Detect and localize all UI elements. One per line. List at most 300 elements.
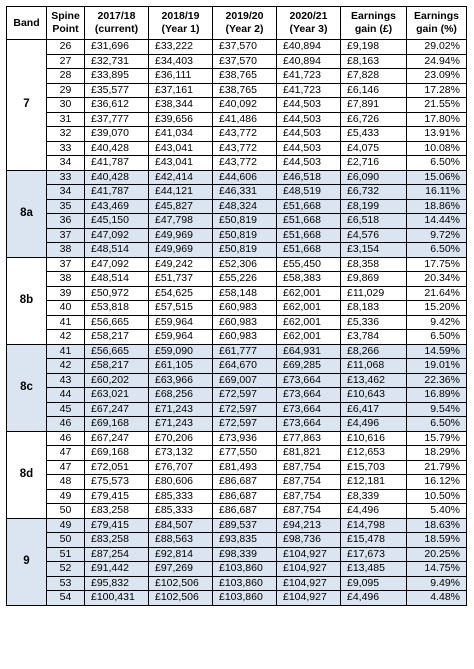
pay-scale-table — [6, 6, 467, 606]
cell-2018-19: £59,090 — [149, 344, 213, 359]
cell-2017-18: £100,431 — [85, 591, 149, 606]
table-row — [7, 257, 467, 272]
cell-2018-19: £44,121 — [149, 185, 213, 200]
cell-2018-19: £42,414 — [149, 170, 213, 185]
cell-spine-point: 49 — [47, 518, 85, 533]
cell-2018-19: £97,269 — [149, 562, 213, 577]
cell-spine-point: 37 — [47, 228, 85, 243]
cell-earnings-gain: £6,146 — [341, 83, 407, 98]
cell-spine-point: 27 — [47, 54, 85, 69]
cell-earnings-gain: £6,417 — [341, 402, 407, 417]
cell-earnings-gain: £5,433 — [341, 127, 407, 142]
cell-spine-point: 30 — [47, 98, 85, 113]
cell-2017-18: £95,832 — [85, 576, 149, 591]
cell-spine-point: 32 — [47, 127, 85, 142]
cell-spine-point: 40 — [47, 301, 85, 316]
cell-2017-18: £32,731 — [85, 54, 149, 69]
cell-earnings-gain: £4,576 — [341, 228, 407, 243]
cell-spine-point: 33 — [47, 141, 85, 156]
cell-earnings-gain-pct: 16.12% — [407, 475, 467, 490]
header-band: Band — [7, 7, 47, 40]
cell-earnings-gain: £3,154 — [341, 243, 407, 258]
cell-2019-20: £81,493 — [213, 460, 277, 475]
cell-2018-19: £47,798 — [149, 214, 213, 229]
table-row — [7, 54, 467, 69]
table-row — [7, 547, 467, 562]
cell-2020-21: £104,927 — [277, 562, 341, 577]
cell-2018-19: £92,814 — [149, 547, 213, 562]
cell-spine-point: 35 — [47, 199, 85, 214]
cell-2018-19: £34,403 — [149, 54, 213, 69]
cell-earnings-gain-pct: 23.09% — [407, 69, 467, 84]
cell-earnings-gain-pct: 9.42% — [407, 315, 467, 330]
cell-2017-18: £40,428 — [85, 141, 149, 156]
cell-spine-point: 42 — [47, 330, 85, 345]
cell-earnings-gain-pct: 9.72% — [407, 228, 467, 243]
cell-spine-point: 53 — [47, 576, 85, 591]
cell-spine-point: 46 — [47, 417, 85, 432]
table-row — [7, 98, 467, 113]
cell-earnings-gain: £6,090 — [341, 170, 407, 185]
table-row — [7, 199, 467, 214]
cell-2019-20: £64,670 — [213, 359, 277, 374]
cell-2019-20: £103,860 — [213, 562, 277, 577]
cell-earnings-gain-pct: 29.02% — [407, 40, 467, 55]
table-row — [7, 562, 467, 577]
cell-2019-20: £50,819 — [213, 243, 277, 258]
cell-2019-20: £44,606 — [213, 170, 277, 185]
cell-2020-21: £44,503 — [277, 112, 341, 127]
cell-earnings-gain-pct: 16.11% — [407, 185, 467, 200]
table-row — [7, 460, 467, 475]
cell-2018-19: £59,964 — [149, 315, 213, 330]
cell-2017-18: £35,577 — [85, 83, 149, 98]
cell-2018-19: £43,041 — [149, 141, 213, 156]
cell-2020-21: £104,927 — [277, 576, 341, 591]
cell-earnings-gain-pct: 5.40% — [407, 504, 467, 519]
cell-2017-18: £50,972 — [85, 286, 149, 301]
cell-2020-21: £87,754 — [277, 504, 341, 519]
cell-2017-18: £56,665 — [85, 315, 149, 330]
cell-earnings-gain: £11,068 — [341, 359, 407, 374]
cell-spine-point: 51 — [47, 547, 85, 562]
cell-earnings-gain: £8,358 — [341, 257, 407, 272]
cell-earnings-gain-pct: 17.75% — [407, 257, 467, 272]
cell-2019-20: £50,819 — [213, 228, 277, 243]
cell-2017-18: £40,428 — [85, 170, 149, 185]
cell-earnings-gain-pct: 16.89% — [407, 388, 467, 403]
cell-earnings-gain-pct: 6.50% — [407, 156, 467, 171]
cell-2017-18: £41,787 — [85, 156, 149, 171]
table-row — [7, 228, 467, 243]
cell-2018-19: £73,132 — [149, 446, 213, 461]
cell-2018-19: £36,111 — [149, 69, 213, 84]
cell-earnings-gain: £6,518 — [341, 214, 407, 229]
cell-2019-20: £58,148 — [213, 286, 277, 301]
table-row — [7, 388, 467, 403]
cell-2020-21: £87,754 — [277, 475, 341, 490]
cell-2020-21: £58,383 — [277, 272, 341, 287]
cell-2018-19: £76,707 — [149, 460, 213, 475]
table-row — [7, 576, 467, 591]
header-2020-21: 2020/21 (Year 3) — [277, 7, 341, 40]
cell-2017-18: £48,514 — [85, 243, 149, 258]
cell-2018-19: £102,506 — [149, 576, 213, 591]
cell-2019-20: £61,777 — [213, 344, 277, 359]
cell-2019-20: £52,306 — [213, 257, 277, 272]
cell-2018-19: £49,969 — [149, 243, 213, 258]
cell-2019-20: £41,486 — [213, 112, 277, 127]
cell-spine-point: 28 — [47, 69, 85, 84]
table-header — [7, 7, 467, 40]
cell-2018-19: £39,656 — [149, 112, 213, 127]
cell-earnings-gain: £15,703 — [341, 460, 407, 475]
cell-2017-18: £67,247 — [85, 402, 149, 417]
cell-spine-point: 26 — [47, 40, 85, 55]
cell-2017-18: £31,696 — [85, 40, 149, 55]
cell-2020-21: £51,668 — [277, 214, 341, 229]
table-row — [7, 359, 467, 374]
cell-2018-19: £49,242 — [149, 257, 213, 272]
cell-earnings-gain-pct: 9.54% — [407, 402, 467, 417]
cell-2017-18: £60,202 — [85, 373, 149, 388]
band-label: 8a — [7, 170, 47, 257]
cell-earnings-gain: £7,891 — [341, 98, 407, 113]
cell-earnings-gain: £4,496 — [341, 504, 407, 519]
cell-2020-21: £87,754 — [277, 489, 341, 504]
cell-2017-18: £69,168 — [85, 417, 149, 432]
table-row — [7, 330, 467, 345]
cell-earnings-gain-pct: 14.59% — [407, 344, 467, 359]
cell-earnings-gain-pct: 14.75% — [407, 562, 467, 577]
cell-2020-21: £40,894 — [277, 54, 341, 69]
table-row — [7, 112, 467, 127]
cell-earnings-gain: £7,828 — [341, 69, 407, 84]
cell-spine-point: 47 — [47, 446, 85, 461]
table-body — [7, 40, 467, 606]
cell-2018-19: £71,243 — [149, 402, 213, 417]
cell-2017-18: £48,514 — [85, 272, 149, 287]
table-row — [7, 533, 467, 548]
cell-2019-20: £48,324 — [213, 199, 277, 214]
cell-earnings-gain: £4,496 — [341, 591, 407, 606]
cell-spine-point: 29 — [47, 83, 85, 98]
cell-2020-21: £40,894 — [277, 40, 341, 55]
cell-spine-point: 44 — [47, 388, 85, 403]
cell-earnings-gain-pct: 15.06% — [407, 170, 467, 185]
cell-2019-20: £73,936 — [213, 431, 277, 446]
cell-2019-20: £86,687 — [213, 489, 277, 504]
cell-earnings-gain-pct: 21.64% — [407, 286, 467, 301]
cell-2020-21: £48,519 — [277, 185, 341, 200]
cell-2017-18: £83,258 — [85, 504, 149, 519]
cell-2017-18: £41,787 — [85, 185, 149, 200]
cell-earnings-gain: £6,732 — [341, 185, 407, 200]
cell-2017-18: £72,051 — [85, 460, 149, 475]
header-earnings-gain: Earnings gain (£) — [341, 7, 407, 40]
cell-2018-19: £43,041 — [149, 156, 213, 171]
cell-earnings-gain: £10,616 — [341, 431, 407, 446]
cell-2020-21: £55,450 — [277, 257, 341, 272]
cell-2019-20: £72,597 — [213, 388, 277, 403]
cell-spine-point: 39 — [47, 286, 85, 301]
cell-earnings-gain-pct: 19.01% — [407, 359, 467, 374]
cell-earnings-gain: £3,784 — [341, 330, 407, 345]
cell-earnings-gain-pct: 20.25% — [407, 547, 467, 562]
cell-earnings-gain: £4,496 — [341, 417, 407, 432]
cell-2020-21: £51,668 — [277, 199, 341, 214]
cell-spine-point: 50 — [47, 504, 85, 519]
cell-earnings-gain-pct: 18.86% — [407, 199, 467, 214]
table-row — [7, 156, 467, 171]
cell-2017-18: £83,258 — [85, 533, 149, 548]
cell-2018-19: £102,506 — [149, 591, 213, 606]
cell-earnings-gain: £8,183 — [341, 301, 407, 316]
cell-earnings-gain-pct: 15.79% — [407, 431, 467, 446]
cell-earnings-gain-pct: 6.50% — [407, 243, 467, 258]
table-row — [7, 127, 467, 142]
cell-earnings-gain: £9,198 — [341, 40, 407, 55]
cell-2017-18: £36,612 — [85, 98, 149, 113]
cell-earnings-gain: £2,716 — [341, 156, 407, 171]
cell-spine-point: 43 — [47, 373, 85, 388]
cell-earnings-gain: £8,199 — [341, 199, 407, 214]
cell-2018-19: £85,333 — [149, 489, 213, 504]
cell-2020-21: £44,503 — [277, 127, 341, 142]
cell-2019-20: £50,819 — [213, 214, 277, 229]
table-row — [7, 185, 467, 200]
cell-2017-18: £47,092 — [85, 257, 149, 272]
cell-spine-point: 47 — [47, 460, 85, 475]
cell-2019-20: £77,550 — [213, 446, 277, 461]
table-row — [7, 83, 467, 98]
cell-earnings-gain: £8,266 — [341, 344, 407, 359]
cell-2020-21: £62,001 — [277, 315, 341, 330]
cell-2017-18: £53,818 — [85, 301, 149, 316]
cell-spine-point: 31 — [47, 112, 85, 127]
cell-earnings-gain: £11,029 — [341, 286, 407, 301]
cell-2017-18: £91,442 — [85, 562, 149, 577]
cell-2020-21: £64,931 — [277, 344, 341, 359]
cell-2017-18: £58,217 — [85, 330, 149, 345]
table-row — [7, 591, 467, 606]
cell-2017-18: £33,895 — [85, 69, 149, 84]
cell-2017-18: £63,021 — [85, 388, 149, 403]
cell-2020-21: £62,001 — [277, 301, 341, 316]
cell-2018-19: £70,206 — [149, 431, 213, 446]
cell-earnings-gain: £12,181 — [341, 475, 407, 490]
cell-2018-19: £68,256 — [149, 388, 213, 403]
cell-spine-point: 38 — [47, 272, 85, 287]
cell-earnings-gain-pct: 17.28% — [407, 83, 467, 98]
cell-earnings-gain: £12,653 — [341, 446, 407, 461]
cell-earnings-gain-pct: 22.36% — [407, 373, 467, 388]
header-2018-19: 2018/19 (Year 1) — [149, 7, 213, 40]
cell-2017-18: £58,217 — [85, 359, 149, 374]
cell-2017-18: £75,573 — [85, 475, 149, 490]
cell-earnings-gain: £8,163 — [341, 54, 407, 69]
cell-spine-point: 38 — [47, 243, 85, 258]
cell-2020-21: £87,754 — [277, 460, 341, 475]
table-row — [7, 344, 467, 359]
cell-earnings-gain-pct: 17.80% — [407, 112, 467, 127]
band-label: 8b — [7, 257, 47, 344]
cell-2018-19: £80,606 — [149, 475, 213, 490]
table-row — [7, 214, 467, 229]
cell-earnings-gain-pct: 18.29% — [407, 446, 467, 461]
cell-2020-21: £46,518 — [277, 170, 341, 185]
cell-spine-point: 54 — [47, 591, 85, 606]
cell-2020-21: £51,668 — [277, 228, 341, 243]
cell-2019-20: £37,570 — [213, 54, 277, 69]
cell-earnings-gain-pct: 15.20% — [407, 301, 467, 316]
cell-earnings-gain-pct: 6.50% — [407, 417, 467, 432]
cell-2020-21: £73,664 — [277, 373, 341, 388]
cell-2018-19: £85,333 — [149, 504, 213, 519]
cell-2018-19: £33,222 — [149, 40, 213, 55]
cell-2019-20: £60,983 — [213, 301, 277, 316]
header-2017-18: 2017/18 (current) — [85, 7, 149, 40]
cell-2019-20: £89,537 — [213, 518, 277, 533]
cell-2020-21: £51,668 — [277, 243, 341, 258]
cell-2020-21: £73,664 — [277, 417, 341, 432]
cell-2019-20: £46,331 — [213, 185, 277, 200]
cell-spine-point: 41 — [47, 315, 85, 330]
cell-spine-point: 50 — [47, 533, 85, 548]
cell-2017-18: £56,665 — [85, 344, 149, 359]
cell-spine-point: 37 — [47, 257, 85, 272]
cell-spine-point: 49 — [47, 489, 85, 504]
cell-2019-20: £43,772 — [213, 127, 277, 142]
table-row — [7, 301, 467, 316]
cell-earnings-gain: £17,673 — [341, 547, 407, 562]
band-label: 8d — [7, 431, 47, 518]
cell-2020-21: £98,736 — [277, 533, 341, 548]
cell-2019-20: £69,007 — [213, 373, 277, 388]
cell-2020-21: £41,723 — [277, 83, 341, 98]
cell-2020-21: £62,001 — [277, 330, 341, 345]
cell-2019-20: £93,835 — [213, 533, 277, 548]
cell-2020-21: £44,503 — [277, 98, 341, 113]
cell-earnings-gain-pct: 13.91% — [407, 127, 467, 142]
cell-earnings-gain: £6,726 — [341, 112, 407, 127]
cell-2018-19: £71,243 — [149, 417, 213, 432]
cell-2017-18: £87,254 — [85, 547, 149, 562]
table-row — [7, 373, 467, 388]
cell-2020-21: £81,821 — [277, 446, 341, 461]
cell-earnings-gain-pct: 10.08% — [407, 141, 467, 156]
cell-2020-21: £41,723 — [277, 69, 341, 84]
cell-earnings-gain-pct: 6.50% — [407, 330, 467, 345]
cell-2019-20: £60,983 — [213, 315, 277, 330]
cell-2019-20: £55,226 — [213, 272, 277, 287]
cell-2020-21: £73,664 — [277, 388, 341, 403]
cell-2020-21: £62,001 — [277, 286, 341, 301]
cell-2020-21: £44,503 — [277, 156, 341, 171]
table-row — [7, 417, 467, 432]
cell-earnings-gain: £5,336 — [341, 315, 407, 330]
cell-earnings-gain: £9,869 — [341, 272, 407, 287]
header-2019-20: 2019/20 (Year 2) — [213, 7, 277, 40]
cell-2019-20: £60,983 — [213, 330, 277, 345]
cell-2017-18: £45,150 — [85, 214, 149, 229]
table-row — [7, 446, 467, 461]
cell-earnings-gain: £13,462 — [341, 373, 407, 388]
table-row — [7, 402, 467, 417]
cell-2018-19: £45,827 — [149, 199, 213, 214]
table-row — [7, 475, 467, 490]
cell-2019-20: £43,772 — [213, 141, 277, 156]
cell-earnings-gain-pct: 21.55% — [407, 98, 467, 113]
cell-2019-20: £86,687 — [213, 504, 277, 519]
cell-2018-19: £37,161 — [149, 83, 213, 98]
cell-2018-19: £88,563 — [149, 533, 213, 548]
cell-2018-19: £63,966 — [149, 373, 213, 388]
header-spine-point: Spine Point — [47, 7, 85, 40]
cell-2020-21: £104,927 — [277, 547, 341, 562]
cell-2017-18: £67,247 — [85, 431, 149, 446]
table-row — [7, 518, 467, 533]
cell-2017-18: £47,092 — [85, 228, 149, 243]
cell-spine-point: 42 — [47, 359, 85, 374]
cell-spine-point: 45 — [47, 402, 85, 417]
cell-2019-20: £38,765 — [213, 69, 277, 84]
header-earnings-gain-pct: Earnings gain (%) — [407, 7, 467, 40]
cell-spine-point: 34 — [47, 185, 85, 200]
cell-earnings-gain: £14,798 — [341, 518, 407, 533]
cell-2017-18: £79,415 — [85, 518, 149, 533]
table-row — [7, 170, 467, 185]
cell-earnings-gain-pct: 14.44% — [407, 214, 467, 229]
table-row — [7, 286, 467, 301]
band-label: 9 — [7, 518, 47, 605]
cell-earnings-gain-pct: 4.48% — [407, 591, 467, 606]
cell-2019-20: £72,597 — [213, 417, 277, 432]
cell-2018-19: £51,737 — [149, 272, 213, 287]
cell-2020-21: £77,863 — [277, 431, 341, 446]
cell-earnings-gain-pct: 18.59% — [407, 533, 467, 548]
cell-earnings-gain: £8,339 — [341, 489, 407, 504]
cell-2020-21: £44,503 — [277, 141, 341, 156]
band-label: 7 — [7, 40, 47, 171]
cell-earnings-gain: £9,095 — [341, 576, 407, 591]
table-row — [7, 504, 467, 519]
cell-2018-19: £49,969 — [149, 228, 213, 243]
cell-2020-21: £104,927 — [277, 591, 341, 606]
table-row — [7, 272, 467, 287]
cell-spine-point: 52 — [47, 562, 85, 577]
cell-2018-19: £59,964 — [149, 330, 213, 345]
cell-2018-19: £54,625 — [149, 286, 213, 301]
cell-2017-18: £69,168 — [85, 446, 149, 461]
cell-earnings-gain-pct: 18.63% — [407, 518, 467, 533]
cell-2019-20: £38,765 — [213, 83, 277, 98]
cell-2019-20: £40,092 — [213, 98, 277, 113]
cell-2020-21: £69,285 — [277, 359, 341, 374]
cell-2019-20: £43,772 — [213, 156, 277, 171]
cell-earnings-gain: £10,643 — [341, 388, 407, 403]
cell-earnings-gain-pct: 20.34% — [407, 272, 467, 287]
cell-earnings-gain-pct: 10.50% — [407, 489, 467, 504]
table-row — [7, 141, 467, 156]
cell-2018-19: £61,105 — [149, 359, 213, 374]
cell-spine-point: 41 — [47, 344, 85, 359]
cell-2019-20: £37,570 — [213, 40, 277, 55]
cell-spine-point: 48 — [47, 475, 85, 490]
cell-2017-18: £39,070 — [85, 127, 149, 142]
cell-earnings-gain-pct: 21.79% — [407, 460, 467, 475]
cell-spine-point: 46 — [47, 431, 85, 446]
